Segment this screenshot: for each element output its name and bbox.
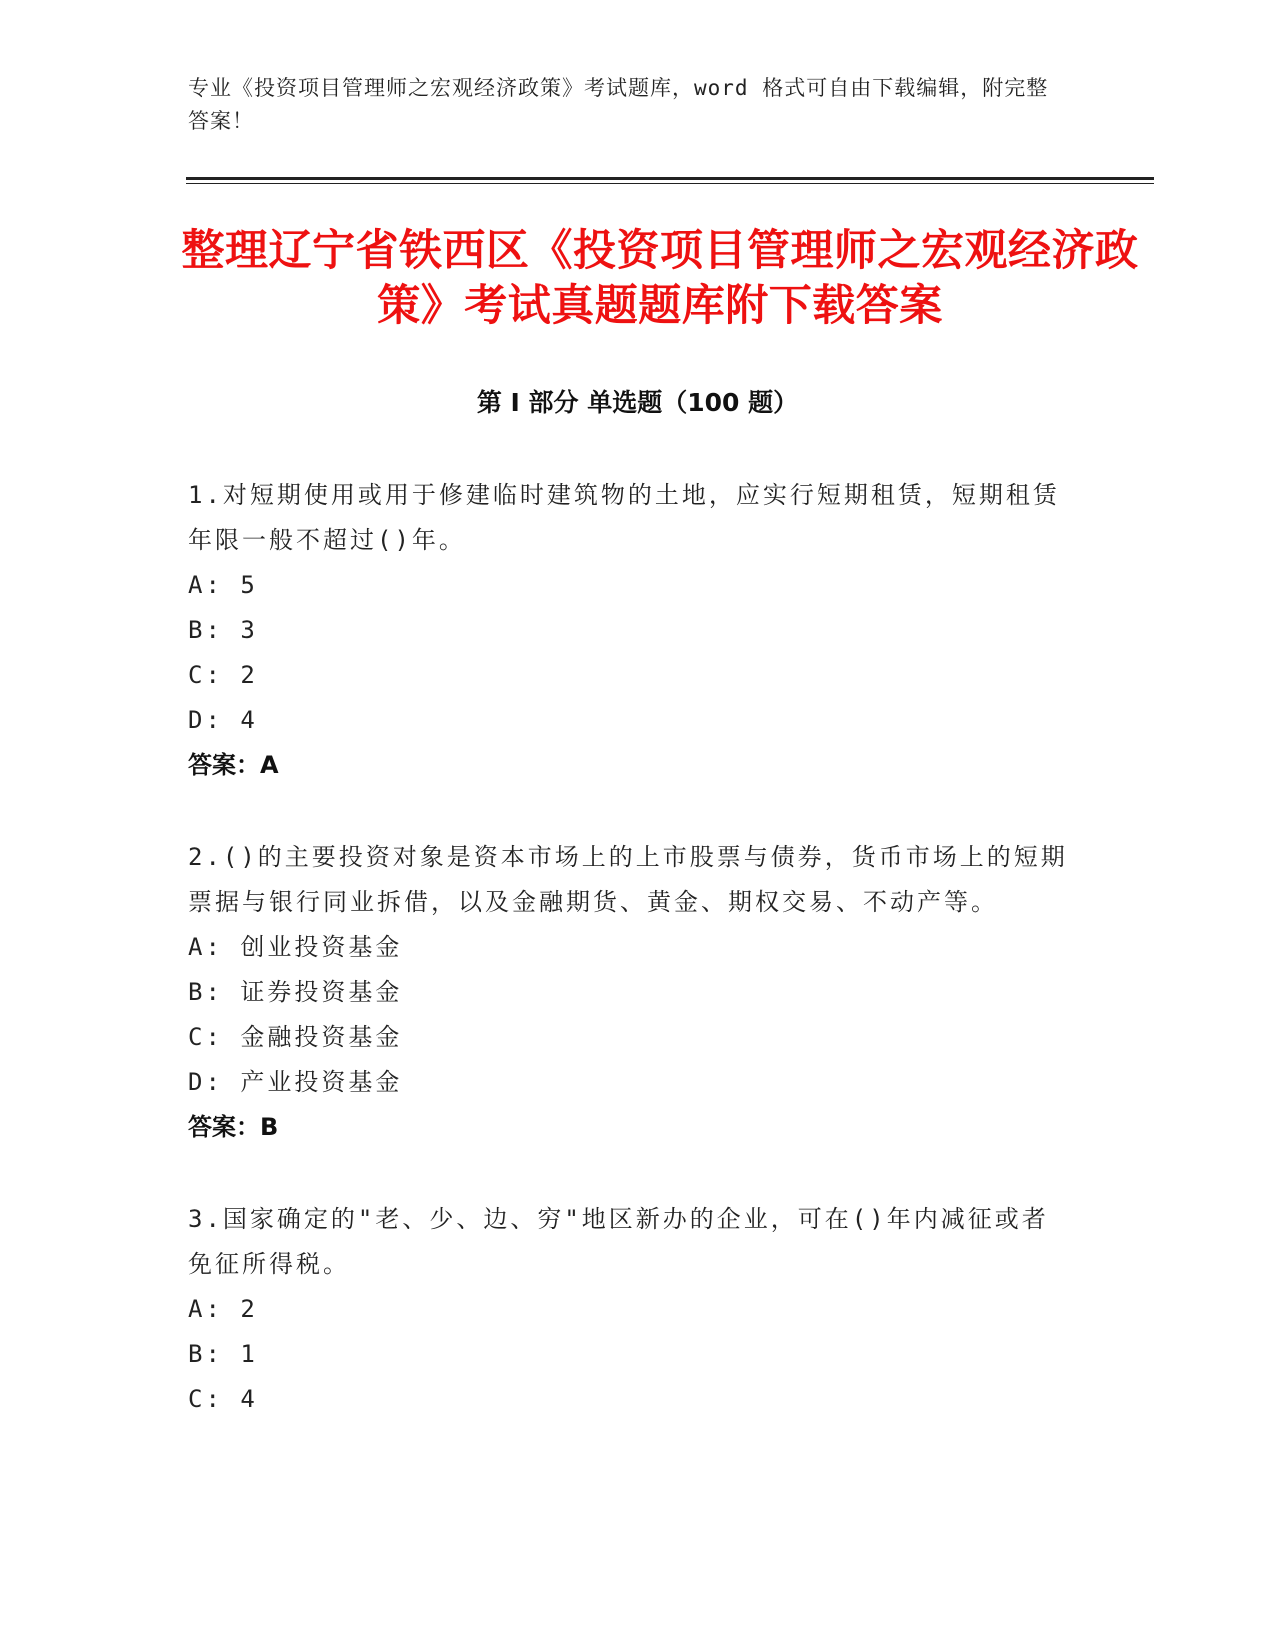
header-note: 专业《投资项目管理师之宏观经济政策》考试题库，word 格式可自由下载编辑，附完整答案！	[188, 76, 1049, 133]
question-3	[188, 1197, 1068, 1422]
option-c: C: 金融投资基金	[188, 1023, 403, 1051]
section-heading: 第 I 部分 单选题（100 题）	[476, 388, 799, 417]
option-c: C: 2	[188, 661, 258, 689]
option-b: B: 1	[188, 1340, 258, 1368]
question-1	[188, 473, 1068, 788]
option-b: B: 3	[188, 616, 258, 644]
answer: 答案：A	[188, 751, 279, 779]
header-divider-thin	[186, 183, 1154, 184]
question-stem: 2.()的主要投资对象是资本市场上的上市股票与债券，货币市场上的短期票据与银行同业拆借，以及金融期货、黄金、期权交易、不动产等。	[188, 843, 1068, 916]
option-a: A: 5	[188, 571, 258, 599]
question-stem: 1.对短期使用或用于修建临时建筑物的土地，应实行短期租赁，短期租赁年限一般不超过()年。	[188, 481, 1060, 554]
header-divider-thick	[186, 177, 1154, 180]
question-2	[188, 835, 1068, 1150]
option-d: D: 产业投资基金	[188, 1068, 403, 1096]
question-stem: 3.国家确定的"老、少、边、穷"地区新办的企业，可在()年内减征或者免征所得税。	[188, 1205, 1049, 1278]
option-b: B: 证券投资基金	[188, 978, 403, 1006]
option-d: D: 4	[188, 706, 258, 734]
document-title: 整理辽宁省铁西区《投资项目管理师之宏观经济政策》考试真题题库附下载答案	[181, 226, 1139, 331]
option-a: A: 2	[188, 1295, 258, 1323]
question-list	[188, 473, 1068, 1469]
answer: 答案：B	[188, 1113, 279, 1141]
option-c: C: 4	[188, 1385, 258, 1413]
option-a: A: 创业投资基金	[188, 933, 403, 961]
